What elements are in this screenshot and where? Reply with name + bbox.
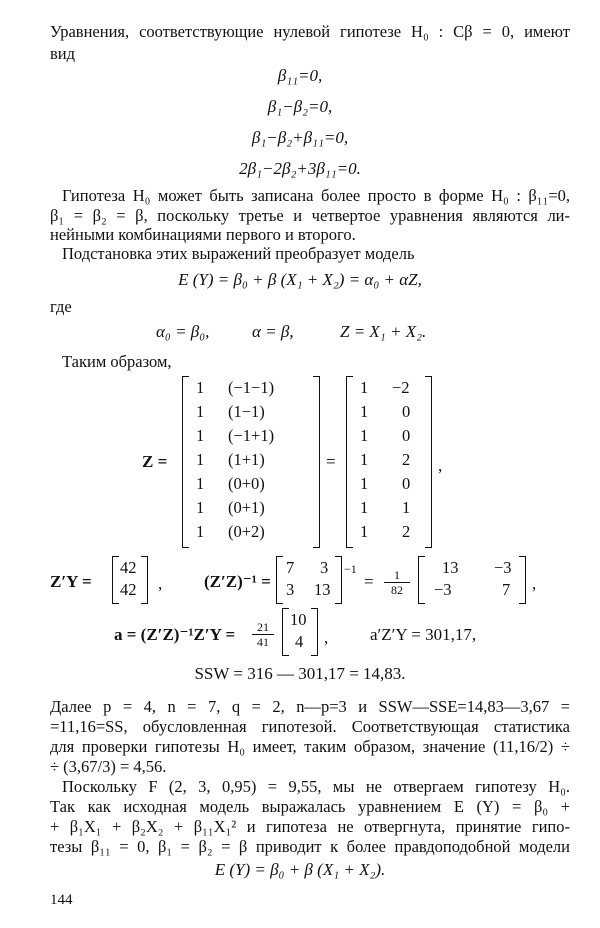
z-label: Z = xyxy=(142,452,168,471)
para3-line-4: ÷ (3,67/3) = 4,56. xyxy=(50,757,167,776)
equals-sign: = xyxy=(364,572,374,591)
fraction-21-41: $\frac{21}{41}$ xyxy=(252,620,274,649)
a-vector xyxy=(282,608,318,656)
azy-value: a′Z′Y = 301,17, xyxy=(370,625,477,644)
para1-line-1: Гипотеза H₀ может быть записана более просто в форме H₀ : β₁₁=0, xyxy=(62,186,570,205)
zy-vector xyxy=(112,556,148,604)
matrix-row: 1 2 xyxy=(360,450,411,469)
zz-matrix xyxy=(276,556,342,604)
para2: Подстановка этих выражений преобразует модель xyxy=(62,244,415,263)
zy-label: Z′Y = xyxy=(50,572,92,591)
thus-word: Таким образом, xyxy=(62,352,172,371)
intro-line-2: вид xyxy=(50,44,76,63)
matrix-row: 42 xyxy=(120,580,137,599)
page-number: 144 xyxy=(50,892,73,908)
comma: , xyxy=(158,574,163,593)
where-word: где xyxy=(50,297,72,316)
matrix-row: 1 0 xyxy=(360,402,411,421)
matrix-row: 1 (−1+1) xyxy=(196,426,275,445)
equation-3: β₁−β₂+β₁₁=0, xyxy=(251,128,349,147)
matrix-row: 10 xyxy=(290,610,307,629)
para4-line-3: + β₁X₁ + β₂X₂ + β₁₁X₁² и гипотеза не отвергнута, принятие гипо- xyxy=(50,817,570,836)
matrix-row: 7 3 xyxy=(286,558,329,577)
matrix-row: 1 (0+0) xyxy=(196,474,265,493)
matrix-row: 1 2 xyxy=(360,522,411,541)
matrix-row: −3 7 xyxy=(434,580,511,599)
matrix-row: 1 1 xyxy=(360,498,411,517)
matrix-row: 42 xyxy=(120,558,137,577)
para1-line-2: β₁ = β₂ = β, поскольку третье и четвертое уравнения являются ли- xyxy=(50,206,570,225)
final-equation: E (Y) = β₀ + β (X₁ + X₂). xyxy=(214,860,386,879)
matrix-row: 1 (1+1) xyxy=(196,450,265,469)
para3-line-2: =11,16=SS, обусловленная гипотезой. Соответствующая статистика xyxy=(50,717,570,736)
matrix-row: 1 −2 xyxy=(360,378,410,397)
def-z: Z = X₁ + X₂. xyxy=(340,322,427,341)
zz-inverse-label: (Z′Z)⁻¹ = xyxy=(204,572,271,591)
comma: , xyxy=(324,628,329,647)
para4-line-4: тезы β₁₁ = 0, β₁ = β₂ = β приводит к более правдоподобной модели xyxy=(50,837,570,856)
matrix-row: 1 (0+2) xyxy=(196,522,265,541)
inverse-exponent: −1 xyxy=(344,562,357,576)
para3-line-3: для проверки гипотезы H₀ имеет, таким образом, значение (11,16/2) ÷ xyxy=(50,737,570,756)
matrix-row: 13 −3 xyxy=(442,558,512,577)
ssw-equation: SSW = 316 — 301,17 = 14,83. xyxy=(194,664,406,683)
a-equation-label: a = (Z′Z)⁻¹Z′Y = xyxy=(114,625,236,644)
para3-line-1: Далее p = 4, n = 7, q = 2, n—p=3 и SSW—SSE=14,83—3,67 = xyxy=(50,697,570,716)
equation-4: 2β₁−2β₂+3β₁₁=0. xyxy=(239,159,361,178)
intro-line-1: Уравнения, соответствующие нулевой гипотезе H₀ : Cβ = 0, имеют xyxy=(50,22,570,41)
equation-2: β₁−β₂=0, xyxy=(267,97,333,116)
matrix-row: 1 (1−1) xyxy=(196,402,265,421)
matrix-row: 3 13 xyxy=(286,580,331,599)
matrix-row: 1 (−1−1) xyxy=(196,378,275,397)
para4-line-1: Поскольку F (2, 3, 0,95) = 9,55, мы не отвергаем гипотезу H₀. xyxy=(62,777,570,796)
zz-inverse-matrix xyxy=(418,556,526,604)
matrix-row: 1 0 xyxy=(360,474,411,493)
equals-sign: = xyxy=(326,452,336,471)
equation-1: β₁₁=0, xyxy=(277,66,323,85)
matrix-row: 4 xyxy=(295,632,304,651)
fraction-1-82: $\frac{1}{82}$ xyxy=(384,568,410,597)
z-matrix-right xyxy=(346,376,432,548)
comma: , xyxy=(438,456,443,475)
z-matrix-left xyxy=(182,376,320,548)
matrix-row: 1 (0+1) xyxy=(196,498,265,517)
def-alpha: α = β, xyxy=(252,322,294,341)
def-alpha0: α₀ = β₀, xyxy=(156,322,210,341)
matrix-row: 1 0 xyxy=(360,426,411,445)
model-equation: E (Y) = β₀ + β (X₁ + X₂) = α₀ + αZ, xyxy=(178,270,422,289)
para4-line-2: Так как исходная модель выражалась уравнением E (Y) = β₀ + xyxy=(50,797,570,816)
para1-line-3: нейными комбинациями первого и второго. xyxy=(50,225,356,244)
comma: , xyxy=(532,574,537,593)
